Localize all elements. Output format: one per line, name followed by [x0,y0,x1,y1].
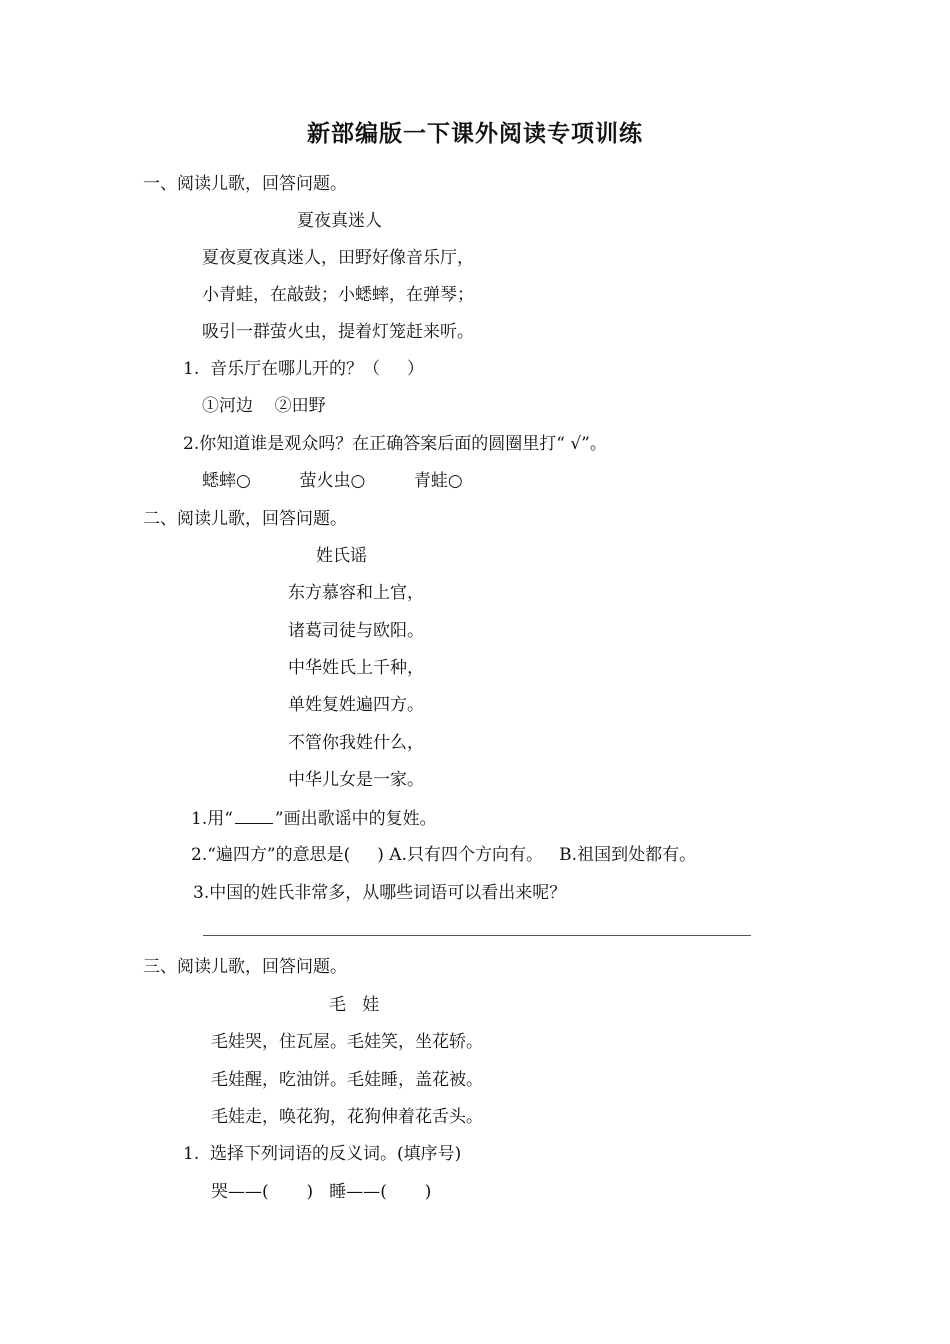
section2-question-3: 3.中国的姓氏非常多，从哪些词语可以看出来呢？ [193,883,567,903]
section1-poem-line: 夏夜夏夜真迷人，田野好像音乐厅， [202,248,474,268]
section1-poem-title: 夏夜真迷人 [297,211,382,231]
section1-question-1: 1. 音乐厅在哪儿开的？（ ） [183,359,425,379]
section2-poem-line: 诸葛司徒与欧阳。 [288,621,424,641]
q1-suffix: ”画出歌谣中的复姓。 [274,809,437,829]
section1-poem-line: 吸引一群萤火虫，提着灯笼赶来听。 [202,322,474,342]
section3-heading: 三、阅读儿歌，回答问题。 [143,957,347,977]
section3-poem-line: 毛娃哭，住瓦屋。毛娃笑，坐花轿。 [211,1032,483,1052]
answer-line [203,935,751,936]
section2-question-1 [191,806,437,831]
section2-heading: 二、阅读儿歌，回答问题。 [143,509,347,529]
section3-poem-line: 毛娃醒，吃油饼。毛娃睡，盖花被。 [211,1070,483,1090]
section1-heading: 一、阅读儿歌，回答问题。 [143,174,347,194]
page-title: 新部编版一下课外阅读专项训练 [307,121,643,147]
section3-poem-line: 毛娃走，唤花狗，花狗伸着花舌头。 [211,1107,483,1127]
section2-poem-line: 中华姓氏上千种， [288,658,424,678]
section3-question-1: 1. 选择下列词语的反义词。(填序号) [183,1144,462,1164]
section2-question-2: 2.“遍四方”的意思是( ) A.只有四个方向有。 B.祖国到处都有。 [191,845,697,865]
section1-question-2: 2.你知道谁是观众吗？在正确答案后面的圆圈里打“ √”。 [183,434,607,454]
q1-prefix: 1.用“ [191,809,233,829]
answer-blank [235,806,273,824]
section2-poem-line: 东方慕容和上官， [288,583,424,603]
section2-poem-line: 不管你我姓什么， [288,733,424,753]
section3-poem-title: 毛 娃 [329,995,380,1015]
section3-question-1-items: 哭——( ) 睡——( ) [211,1182,432,1202]
section2-poem-line: 单姓复姓遍四方。 [288,695,424,715]
section1-question-1-options: ①河边 ②田野 [202,396,326,416]
section2-poem-title: 姓氏谣 [316,546,367,566]
section2-poem-line: 中华儿女是一家。 [288,770,424,790]
section1-poem-line: 小青蛙，在敲鼓；小蟋蟀，在弹琴； [202,285,474,305]
section1-question-2-options: 蟋蟀○ 萤火虫○ 青蛙○ [202,471,463,491]
